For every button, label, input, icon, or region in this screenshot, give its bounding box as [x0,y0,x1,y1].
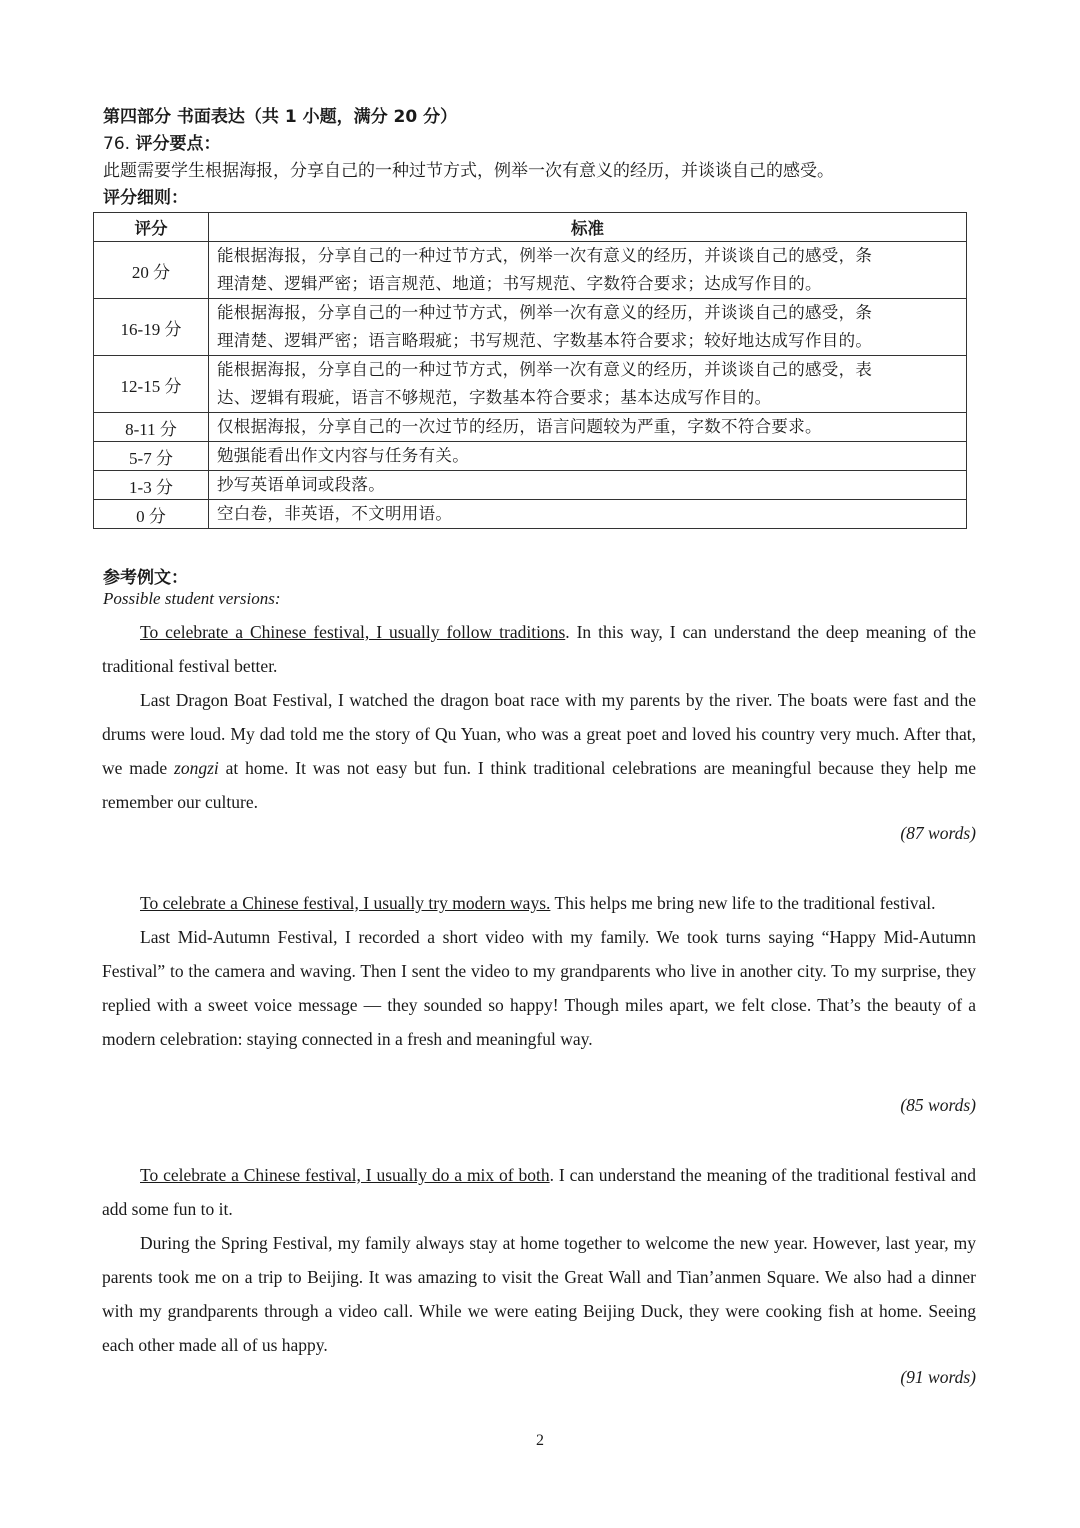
essay-2 [102,886,976,1056]
rubric-line: 能根据海报，分享自己的一种过节方式，例举一次有意义的经历，并谈谈自己的感受，条 [217,303,873,322]
item-heading [103,132,220,156]
rubric-row [94,413,967,442]
rubric-standard: 空白卷，非英语，不文明用语。 [209,500,967,529]
essay-paragraph [102,886,976,920]
rubric-score: 12-15 分 [94,356,209,413]
rubric-score: 0 分 [94,500,209,529]
word-count: (91 words) [900,1367,976,1387]
rubric-line: 能根据海报，分享自己的一种过节方式，例举一次有意义的经历，并谈谈自己的感受，条 [217,246,873,265]
rubric-standard [209,356,967,413]
rubric-standard [209,242,967,299]
rubric-score: 1-3 分 [94,471,209,500]
rubric-table [93,212,967,529]
essay-text: . [549,1165,554,1185]
essay-text: at home. It was not easy but fun. I think traditional celebrations are meaningful because they help me remember our culture. [102,758,976,812]
rubric-standard: 勉强能看出作文内容与任务有关。 [209,442,967,471]
task-intro: 此题需要学生根据海报，分享自己的一种过节方式，例举一次有意义的经历，并谈谈自己的感受。 [103,161,834,181]
essay-topic-sentence: To celebrate a Chinese festival, I usually try modern ways. [140,893,551,913]
rubric-line: 理清楚、逻辑严密；语言规范、地道；书写规范、字数符合要求；达成写作目的。 [217,274,822,293]
rubric-header-standard: 标准 [209,213,967,242]
rubric-row [94,299,967,356]
essay-text: This helps me bring new life to the traditional festival. [550,893,936,913]
word-count: (85 words) [900,1095,976,1115]
essay-text: During the Spring Festival, my family always stay at home together to welcome the new year. However, last year, my parents took me on a trip to Beijing. It was amazing to visit the Great Wall and Tian’anmen Square. We also had a dinner with my grandparents through a video call. While we were eating Beijing Duck, they were cooking fish at home. Seeing each other made all of us happy. [102,1233,976,1355]
reference-subtitle: Possible student versions: [103,589,281,608]
essay-3 [102,1158,976,1362]
rubric-standard [209,299,967,356]
rubric-row [94,500,967,529]
rubric-line: 理清楚、逻辑严密；语言略瑕疵；书写规范、字数基本符合要求；较好地达成写作目的。 [217,331,873,350]
essay-paragraph [102,920,976,1056]
essay-topic-sentence: To celebrate a Chinese festival, I usually follow traditions [140,622,566,642]
rubric-score: 5-7 分 [94,442,209,471]
rubric-standard: 仅根据海报，分享自己的一次过节的经历，语言问题较为严重，字数不符合要求。 [209,413,967,442]
essay-topic-sentence: To celebrate a Chinese festival, I usually do a mix of both [140,1165,550,1185]
item-label: 评分要点： [135,134,221,154]
rubric-row [94,442,967,471]
essay-paragraph [102,683,976,819]
rubric-row [94,471,967,500]
rubric-header-row [94,213,967,242]
word-count: (87 words) [900,823,976,843]
item-number: 76. [103,134,136,154]
essay-paragraph [102,1158,976,1226]
rubric-row [94,356,967,413]
essay-italic-term: zongzi [174,758,219,778]
essay-text: Last Dragon Boat Festival, I watched the dragon boat race with my parents by the river. The boats were fast and the drums were loud. My dad told me the story of Qu Yuan, who was a great poet and loved his country very much. After that, we made [102,690,976,778]
section-title: 第四部分 书面表达（共 1 小题，满分 20 分） [103,107,458,127]
rubric-standard: 抄写英语单词或段落。 [209,471,967,500]
reference-title: 参考例文： [103,568,188,588]
rubric-score: 16-19 分 [94,299,209,356]
rubric-row [94,242,967,299]
essay-paragraph [102,1226,976,1362]
essay-paragraph [102,615,976,683]
rubric-line: 达、逻辑有瑕疵，语言不够规范，字数基本符合要求；基本达成写作目的。 [217,388,772,407]
rules-label: 评分细则： [103,188,188,208]
rubric-line: 能根据海报，分享自己的一种过节方式，例举一次有意义的经历，并谈谈自己的感受，表 [217,360,873,379]
rubric-score: 20 分 [94,242,209,299]
essay-text: In this way, I can understand the deep meaning of the traditional festival better. [102,622,976,676]
essay-text: I can understand the meaning of the traditional festival and add some fun to it. [102,1165,976,1219]
essay-text: Last Mid-Autumn Festival, I recorded a short video with my family. We took turns saying “Happy Mid-Autumn Festival” to the camera and waving. Then I sent the video to my grandparents who live in another city. To my surprise, they replied with a sweet voice message — they sounded so happy! Though miles apart, we felt close. That’s the beauty of a modern celebration: staying connected in a fresh and meaningful way. [102,927,976,1049]
page-number: 2 [536,1432,544,1449]
rubric-score: 8-11 分 [94,413,209,442]
essay-1 [102,615,976,819]
rubric-header-score: 评分 [94,213,209,242]
essay-text: . [565,622,570,642]
